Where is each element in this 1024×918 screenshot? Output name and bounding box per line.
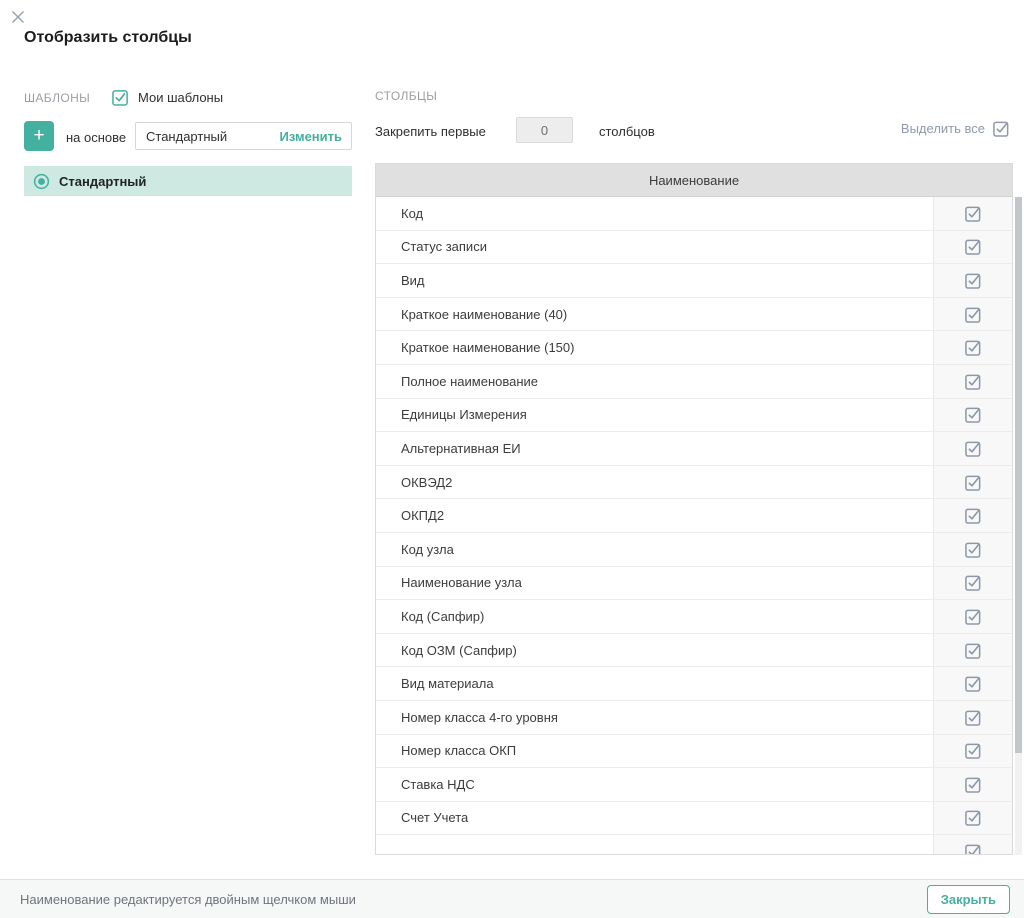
footer-hint: Наименование редактируется двойным щелчком мыши xyxy=(20,891,356,907)
column-checkbox[interactable] xyxy=(933,264,1012,297)
checkbox-checked-icon xyxy=(965,406,982,423)
checkbox-checked-icon xyxy=(965,238,982,255)
checkbox-checked-icon xyxy=(965,742,982,759)
table-row xyxy=(376,735,1012,769)
column-checkbox[interactable] xyxy=(933,802,1012,835)
column-checkbox[interactable] xyxy=(933,533,1012,566)
checkbox-checked-icon xyxy=(965,507,982,524)
radio-selected-icon xyxy=(33,173,50,190)
column-checkbox[interactable] xyxy=(933,197,1012,230)
table-row xyxy=(376,399,1012,433)
checkbox-checked-icon xyxy=(965,440,982,457)
table-row xyxy=(376,298,1012,332)
checkbox-checked-icon xyxy=(112,89,129,106)
checkbox-checked-icon xyxy=(965,709,982,726)
checkbox-checked-icon xyxy=(965,541,982,558)
table-row xyxy=(376,600,1012,634)
checkbox-checked-icon xyxy=(965,306,982,323)
table-header: Наименование xyxy=(376,164,1012,197)
template-name-value[interactable]: Стандартный xyxy=(146,128,228,144)
checkbox-checked-icon xyxy=(965,675,982,692)
column-checkbox[interactable] xyxy=(933,432,1012,465)
table-row xyxy=(376,533,1012,567)
pin-count-input[interactable] xyxy=(516,117,573,143)
close-icon[interactable] xyxy=(10,9,26,25)
table-row xyxy=(376,634,1012,668)
column-name-cell[interactable]: Номер класса ОКП xyxy=(401,743,517,759)
table-row xyxy=(376,331,1012,365)
column-checkbox[interactable] xyxy=(933,365,1012,398)
column-checkbox[interactable] xyxy=(933,600,1012,633)
checkbox-checked-icon xyxy=(965,809,982,826)
column-name-cell[interactable]: Ставка НДС xyxy=(401,776,475,792)
table-row xyxy=(376,499,1012,533)
column-checkbox[interactable] xyxy=(933,567,1012,600)
column-name-cell[interactable]: Вид материала xyxy=(401,676,494,692)
template-name-field[interactable] xyxy=(135,122,352,150)
column-name-cell[interactable]: Полное наименование xyxy=(401,373,539,389)
column-checkbox[interactable] xyxy=(933,667,1012,700)
table-row xyxy=(376,197,1012,231)
checkbox-checked-icon xyxy=(965,776,982,793)
column-checkbox[interactable] xyxy=(933,835,1012,855)
table-row xyxy=(376,365,1012,399)
table-scrollbar[interactable] xyxy=(1015,197,1022,855)
checkbox-checked-icon xyxy=(965,205,982,222)
table-row xyxy=(376,768,1012,802)
column-name-cell[interactable]: Наименование узла xyxy=(401,575,522,591)
column-checkbox[interactable] xyxy=(933,331,1012,364)
table-row xyxy=(376,231,1012,265)
table-body xyxy=(376,197,1012,835)
table-row xyxy=(376,567,1012,601)
checkbox-checked-icon xyxy=(965,339,982,356)
column-name-cell[interactable]: Краткое наименование (40) xyxy=(401,306,568,322)
templates-section-label: ШАБЛОНЫ xyxy=(24,90,91,105)
column-name-cell[interactable]: Код xyxy=(401,205,424,221)
template-item-standard[interactable] xyxy=(24,166,352,196)
based-on-label: на основе xyxy=(66,130,127,145)
column-name-cell[interactable]: Альтернативная ЕИ xyxy=(401,440,521,456)
table-row xyxy=(376,667,1012,701)
column-name-cell[interactable]: Код ОЗМ (Сапфир) xyxy=(401,642,517,658)
checkbox-checked-icon xyxy=(965,642,982,659)
column-name-cell[interactable]: ОКВЭД2 xyxy=(401,474,453,490)
column-name-cell[interactable]: Краткое наименование (150) xyxy=(401,340,575,356)
table-row xyxy=(376,701,1012,735)
column-name-cell[interactable]: ОКПД2 xyxy=(401,508,445,524)
table-row xyxy=(376,466,1012,500)
select-all-checkbox-icon xyxy=(993,120,1010,137)
column-name-cell[interactable]: Статус записи xyxy=(401,239,487,255)
column-checkbox[interactable] xyxy=(933,399,1012,432)
column-checkbox[interactable] xyxy=(933,466,1012,499)
columns-section-label: СТОЛБЦЫ xyxy=(375,89,438,103)
column-checkbox[interactable] xyxy=(933,499,1012,532)
templates-section-header xyxy=(24,89,223,106)
column-name-cell[interactable]: Счет Учета xyxy=(401,810,469,826)
column-checkbox[interactable] xyxy=(933,298,1012,331)
table-row xyxy=(376,264,1012,298)
my-templates-checkbox[interactable] xyxy=(112,89,223,106)
dialog-title: Отобразить столбцы xyxy=(24,29,192,46)
table-row xyxy=(376,802,1012,836)
pin-first-label: Закрепить первые xyxy=(375,124,486,139)
my-templates-label: Мои шаблоны xyxy=(138,90,224,105)
checkbox-checked-icon xyxy=(965,608,982,625)
footer xyxy=(0,879,1024,918)
checkbox-checked-icon xyxy=(965,574,982,591)
add-template-button[interactable] xyxy=(24,121,54,151)
columns-table xyxy=(375,163,1013,855)
column-checkbox[interactable] xyxy=(933,701,1012,734)
column-name-cell[interactable]: Номер класса 4-го уровня xyxy=(401,709,558,725)
column-name-cell[interactable] xyxy=(376,835,933,855)
column-checkbox[interactable] xyxy=(933,735,1012,768)
plus-icon: + xyxy=(33,125,45,146)
table-row-partial xyxy=(376,835,1012,855)
column-name-cell[interactable]: Код узла xyxy=(401,541,454,557)
checkbox-checked-icon xyxy=(965,272,982,289)
table-row xyxy=(376,432,1012,466)
close-dialog-button[interactable]: Закрыть xyxy=(927,885,1010,914)
checkbox-checked-icon xyxy=(965,373,982,390)
column-checkbox[interactable] xyxy=(933,231,1012,264)
edit-template-link[interactable]: Изменить xyxy=(279,128,342,144)
select-all-label: Выделить все xyxy=(900,121,985,136)
checkbox-checked-icon xyxy=(965,843,982,855)
select-all-control[interactable] xyxy=(901,120,1010,137)
checkbox-checked-icon xyxy=(965,474,982,491)
column-name-cell[interactable]: Код (Сапфир) xyxy=(401,608,485,624)
scrollbar-thumb[interactable] xyxy=(1015,197,1022,753)
column-checkbox[interactable] xyxy=(933,634,1012,667)
column-name-cell[interactable]: Единицы Измерения xyxy=(401,407,527,423)
column-checkbox[interactable] xyxy=(933,768,1012,801)
pin-suffix-label: столбцов xyxy=(599,124,655,139)
template-item-label: Стандартный xyxy=(59,173,147,189)
column-name-cell[interactable]: Вид xyxy=(401,272,425,288)
